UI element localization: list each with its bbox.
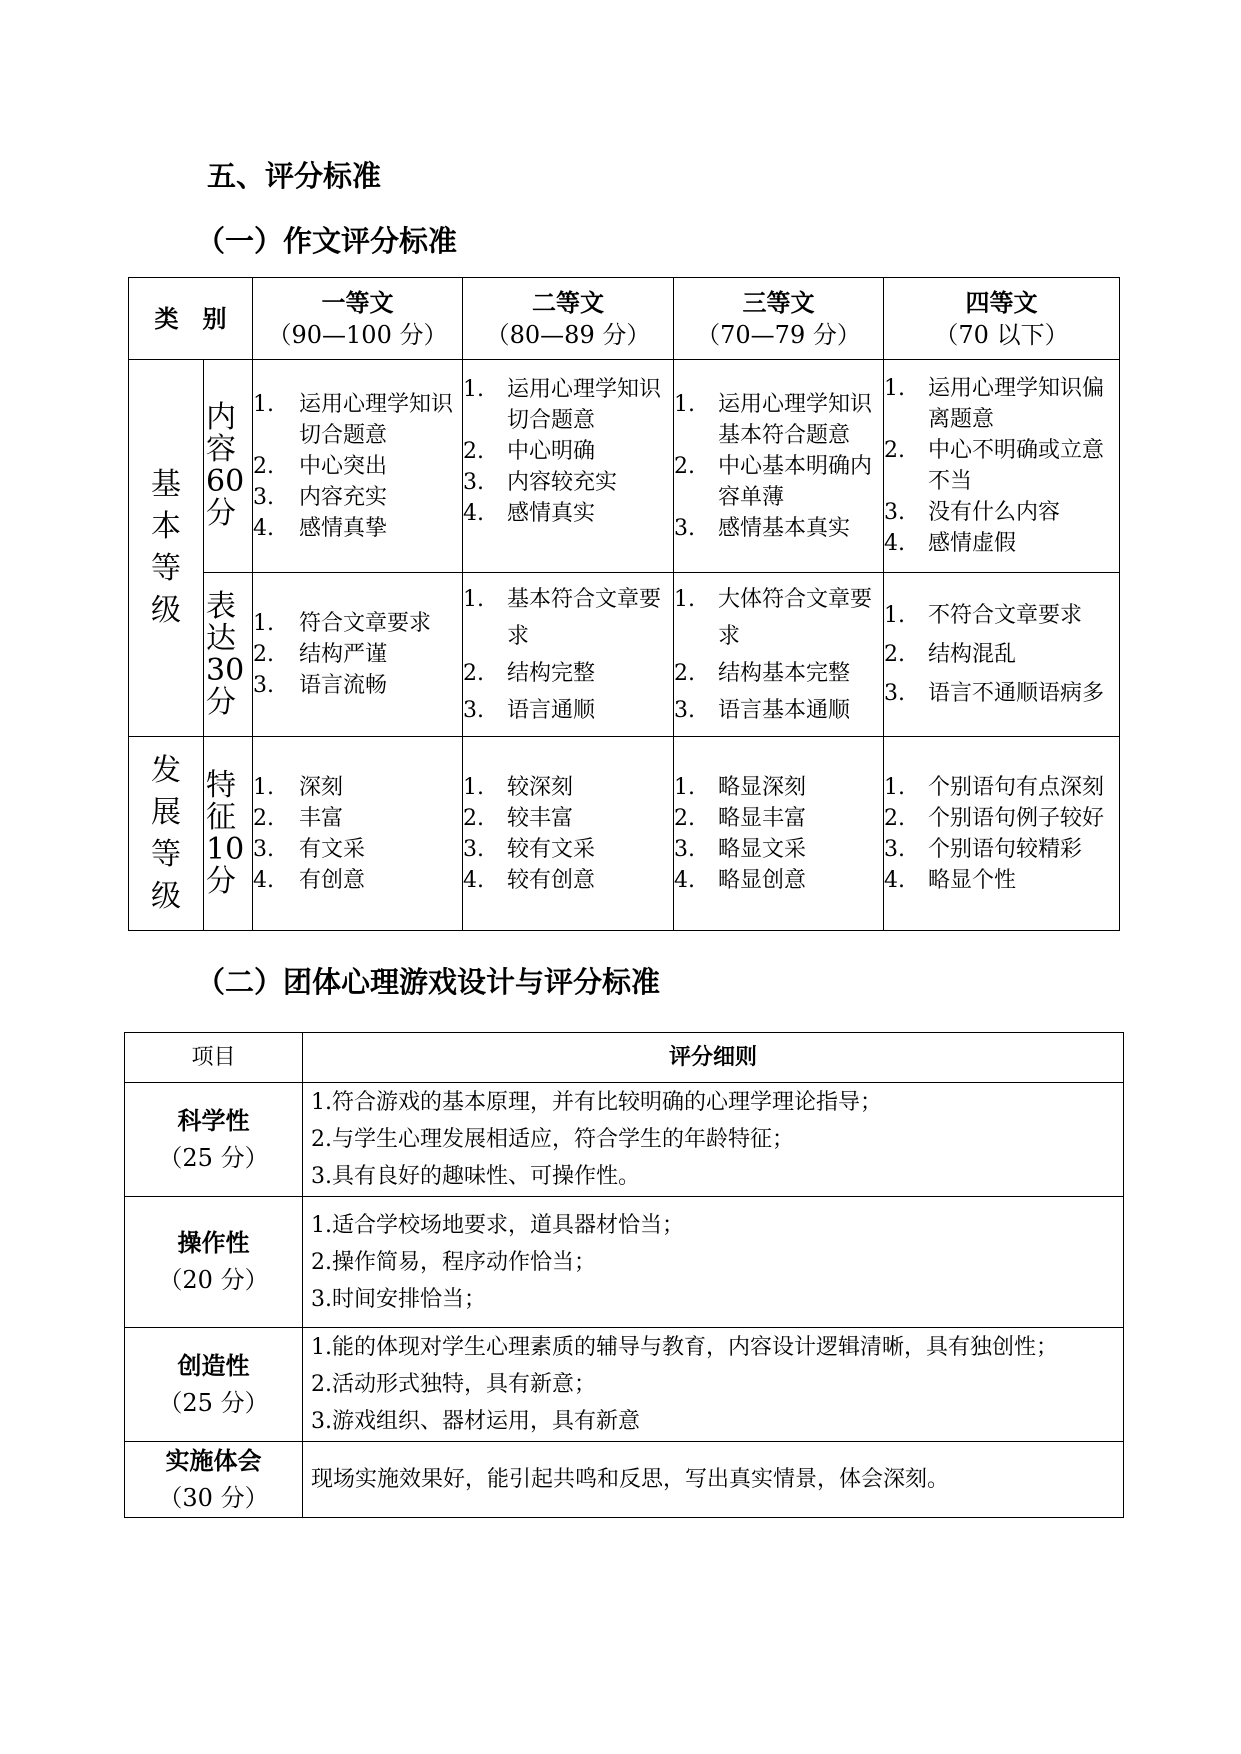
grade-header-1: 一等文 （90—100 分） <box>253 278 463 360</box>
list-item: 4. 略显个性 <box>884 867 1017 893</box>
cell-feature-grade4 <box>884 737 1120 931</box>
section-title: 五、评分标准 <box>207 159 382 193</box>
list-item: 3. 没有什么内容 <box>884 500 1061 525</box>
list-item: 4. 感情虚假 <box>884 531 1017 556</box>
table-row <box>125 1328 1124 1442</box>
list-item: 1. 深刻 <box>253 774 344 800</box>
group-development-level: 发 展 等 级 <box>129 737 204 931</box>
cell-content-grade2 <box>463 360 674 573</box>
sub-feature-10: 特 征 10 分 <box>204 737 253 931</box>
list-item: 1. 大体符合文章要求 <box>674 586 873 649</box>
row-expression <box>129 573 1120 737</box>
list-item: 2. 中心基本明确内容单薄 <box>674 453 873 510</box>
list-item: 4. 略显创意 <box>674 867 807 893</box>
essay-grading-table <box>128 277 1120 931</box>
cell-expression-grade1 <box>253 573 463 737</box>
list-item: 3. 内容较充实 <box>463 470 618 495</box>
group-basic-level: 基 本 等 级 <box>129 360 204 737</box>
game-section-title: （二）团体心理游戏设计与评分标准 <box>196 965 661 999</box>
essay-section-title: （一）作文评分标准 <box>196 224 458 258</box>
sub-content-60: 内 容 60 分 <box>204 360 253 573</box>
list-item: 1. 运用心理学知识切合题意 <box>463 377 662 433</box>
list-item: 3. 语言流畅 <box>253 673 388 698</box>
category-header: 类 别 <box>129 278 253 360</box>
list-item: 3. 有文采 <box>253 836 366 862</box>
item-implementation: 实施体会 （30 分） <box>125 1442 303 1518</box>
list-item: 2. 结构完整 <box>463 660 596 686</box>
list-item: 2. 结构基本完整 <box>674 660 851 686</box>
list-item: 2. 结构严谨 <box>253 642 388 667</box>
detail-header: 评分细则 <box>303 1033 1124 1083</box>
game-grading-table <box>124 1032 1124 1518</box>
item-header: 项目 <box>125 1033 303 1083</box>
grade-header-3: 三等文 （70—79 分） <box>674 278 884 360</box>
list-item: 2. 略显丰富 <box>674 805 807 831</box>
grade-header-4: 四等文 （70 以下） <box>884 278 1120 360</box>
list-item: 1. 略显深刻 <box>674 774 807 800</box>
list-item: 3. 略显文采 <box>674 836 807 862</box>
cell-content-grade3 <box>674 360 884 573</box>
list-item: 1. 不符合文章要求 <box>884 603 1083 628</box>
table-row <box>125 1197 1124 1328</box>
list-item: 2. 中心明确 <box>463 439 596 464</box>
list-item: 2. 中心突出 <box>253 453 388 479</box>
cell-expression-grade4 <box>884 573 1120 737</box>
game-header-row <box>125 1033 1124 1083</box>
cell-feature-grade1 <box>253 737 463 931</box>
table-row <box>125 1083 1124 1197</box>
row-content <box>129 360 1120 573</box>
list-item: 4. 感情真实 <box>463 501 596 526</box>
list-item: 2. 丰富 <box>253 805 344 831</box>
cell-content-grade4 <box>884 360 1120 573</box>
cell-expression-grade2 <box>463 573 674 737</box>
list-item: 3. 感情基本真实 <box>674 515 851 541</box>
detail-scientific: 1.符合游戏的基本原理，并有比较明确的心理学理论指导； 2.与学生心理发展相适应，符合学生的年龄特征； 3.具有良好的趣味性、可操作性。 <box>303 1083 1124 1197</box>
row-feature <box>129 737 1120 931</box>
list-item: 1. 运用心理学知识偏离题意 <box>884 376 1105 432</box>
essay-header-row <box>129 278 1120 360</box>
list-item: 1. 基本符合文章要求 <box>463 586 662 649</box>
list-item: 2. 个别语句例子较好 <box>884 805 1105 831</box>
cell-feature-grade3 <box>674 737 884 931</box>
list-item: 3. 语言基本通顺 <box>674 697 851 723</box>
item-creativity: 创造性 （25 分） <box>125 1328 303 1442</box>
list-item: 1. 运用心理学知识基本符合题意 <box>674 391 873 448</box>
list-item: 1. 符合文章要求 <box>253 611 432 636</box>
list-item: 3. 个别语句较精彩 <box>884 836 1083 862</box>
list-item: 3. 内容充实 <box>253 484 388 510</box>
list-item: 4. 有创意 <box>253 867 366 893</box>
item-operability: 操作性 （20 分） <box>125 1197 303 1328</box>
list-item: 3. 语言不通顺语病多 <box>884 681 1105 706</box>
detail-operability: 1.适合学校场地要求，道具器材恰当； 2.操作简易，程序动作恰当； 3.时间安排恰当； <box>303 1197 1124 1328</box>
list-item: 2. 中心不明确或立意不当 <box>884 438 1105 494</box>
list-item: 2. 结构混乱 <box>884 642 1017 667</box>
cell-content-grade1 <box>253 360 463 573</box>
detail-implementation: 现场实施效果好，能引起共鸣和反思，写出真实情景，体会深刻。 <box>303 1442 1124 1518</box>
list-item: 1. 运用心理学知识切合题意 <box>253 391 454 448</box>
cell-feature-grade2 <box>463 737 674 931</box>
list-item: 3. 较有文采 <box>463 836 596 862</box>
list-item: 1. 个别语句有点深刻 <box>884 774 1105 800</box>
detail-creativity: 1.能的体现对学生心理素质的辅导与教育，内容设计逻辑清晰，具有独创性； 2.活动形式独特，具有新意； 3.游戏组织、器材运用，具有新意 <box>303 1328 1124 1442</box>
list-item: 3. 语言通顺 <box>463 697 596 723</box>
item-scientific: 科学性 （25 分） <box>125 1083 303 1197</box>
list-item: 4. 较有创意 <box>463 867 596 893</box>
grade-header-2: 二等文 （80—89 分） <box>463 278 674 360</box>
sub-expression-30: 表 达 30 分 <box>204 573 253 737</box>
table-row <box>125 1442 1124 1518</box>
list-item: 1. 较深刻 <box>463 774 574 800</box>
list-item: 4. 感情真挚 <box>253 515 388 541</box>
list-item: 2. 较丰富 <box>463 805 574 831</box>
cell-expression-grade3 <box>674 573 884 737</box>
